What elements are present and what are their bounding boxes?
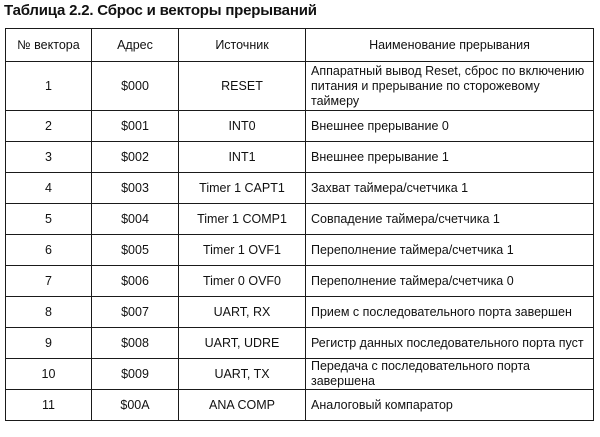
table-row xyxy=(6,111,594,142)
address-cell: $005 xyxy=(92,235,179,266)
address-cell: $002 xyxy=(92,142,179,173)
table-row xyxy=(6,173,594,204)
vector-number-cell: 5 xyxy=(6,204,92,235)
table-row xyxy=(6,328,594,359)
vector-number-cell: 9 xyxy=(6,328,92,359)
source-cell: Timer 1 CAPT1 xyxy=(179,173,306,204)
table-row xyxy=(6,390,594,421)
address-cell: $009 xyxy=(92,359,179,390)
interrupt-vectors-table xyxy=(5,28,594,421)
address-cell: $00A xyxy=(92,390,179,421)
header-vector-number: № вектора xyxy=(6,29,92,62)
table-row xyxy=(6,62,594,111)
source-cell: Timer 1 COMP1 xyxy=(179,204,306,235)
interrupt-name-cell: Внешнее прерывание 0 xyxy=(306,111,594,142)
table-row xyxy=(6,235,594,266)
interrupt-name-cell: Переполнение таймера/счетчика 1 xyxy=(306,235,594,266)
address-cell: $003 xyxy=(92,173,179,204)
vector-number-cell: 11 xyxy=(6,390,92,421)
interrupt-name-cell: Совпадение таймера/счетчика 1 xyxy=(306,204,594,235)
source-cell: ANA COMP xyxy=(179,390,306,421)
interrupt-name-cell: Внешнее прерывание 1 xyxy=(306,142,594,173)
vector-number-cell: 8 xyxy=(6,297,92,328)
source-cell: UART, TX xyxy=(179,359,306,390)
vector-number-cell: 1 xyxy=(6,62,92,111)
source-cell: INT0 xyxy=(179,111,306,142)
interrupt-name-cell: Аналоговый компаратор xyxy=(306,390,594,421)
source-cell: INT1 xyxy=(179,142,306,173)
interrupt-name-cell: Переполнение таймера/счетчика 0 xyxy=(306,266,594,297)
source-cell: UART, RX xyxy=(179,297,306,328)
address-cell: $004 xyxy=(92,204,179,235)
table-header-row xyxy=(6,29,594,62)
vector-number-cell: 10 xyxy=(6,359,92,390)
interrupt-name-cell: Прием с последовательного порта завершен xyxy=(306,297,594,328)
interrupt-name-cell: Захват таймера/счетчика 1 xyxy=(306,173,594,204)
source-cell: UART, UDRE xyxy=(179,328,306,359)
interrupt-name-cell: Аппаратный вывод Reset, сброс по включению питания и прерывание по сторожевому таймеру xyxy=(306,62,594,111)
address-cell: $000 xyxy=(92,62,179,111)
header-source: Источник xyxy=(179,29,306,62)
interrupt-name-cell: Передача с последовательного порта завершена xyxy=(306,359,594,390)
address-cell: $001 xyxy=(92,111,179,142)
vector-number-cell: 7 xyxy=(6,266,92,297)
table-caption: Таблица 2.2. Сброс и векторы прерываний xyxy=(4,2,317,19)
header-interrupt-name: Наименование прерывания xyxy=(306,29,594,62)
address-cell: $008 xyxy=(92,328,179,359)
vector-number-cell: 3 xyxy=(6,142,92,173)
interrupt-name-cell: Регистр данных последовательного порта пуст xyxy=(306,328,594,359)
vector-number-cell: 4 xyxy=(6,173,92,204)
source-cell: Timer 0 OVF0 xyxy=(179,266,306,297)
vector-number-cell: 6 xyxy=(6,235,92,266)
source-cell: RESET xyxy=(179,62,306,111)
table-row xyxy=(6,266,594,297)
header-address: Адрес xyxy=(92,29,179,62)
table-row xyxy=(6,359,594,390)
table-row xyxy=(6,204,594,235)
source-cell: Timer 1 OVF1 xyxy=(179,235,306,266)
address-cell: $007 xyxy=(92,297,179,328)
table-row xyxy=(6,142,594,173)
address-cell: $006 xyxy=(92,266,179,297)
vector-number-cell: 2 xyxy=(6,111,92,142)
table-row xyxy=(6,297,594,328)
